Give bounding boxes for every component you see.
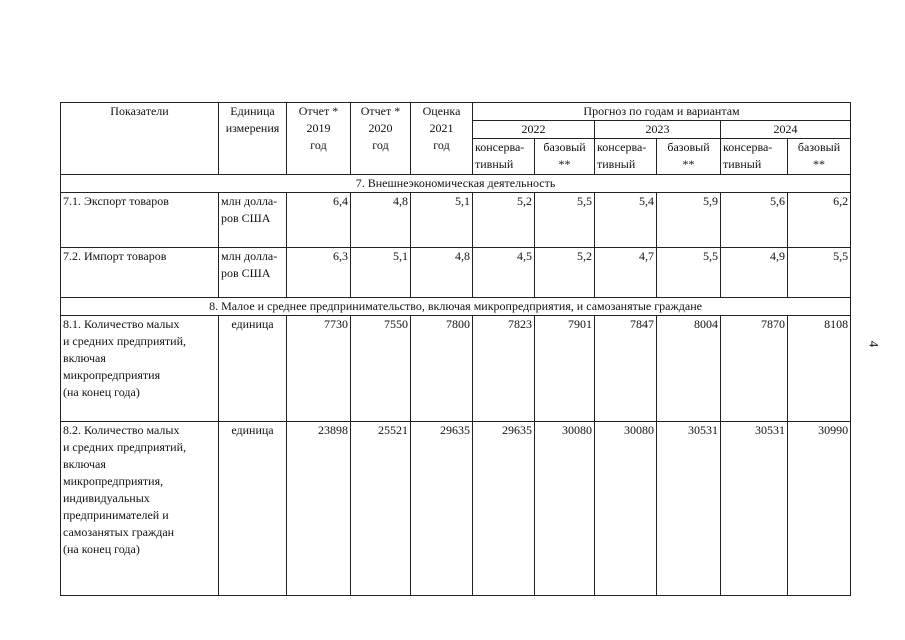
value-cell: 7730 [287, 316, 351, 422]
row-unit: единица [219, 316, 287, 422]
value-cell: 8004 [657, 316, 721, 422]
row-unit: млн долла- ров США [219, 248, 287, 298]
value-cell: 30531 [721, 422, 788, 596]
row-name: 7.2. Импорт товаров [61, 248, 219, 298]
value-cell: 5,1 [411, 193, 473, 248]
header-indicators: Показатели [61, 103, 219, 175]
section-foreign-trade: 7. Внешнеэкономическая деятельность [61, 175, 851, 193]
value-cell: 23898 [287, 422, 351, 596]
table-row [61, 248, 851, 298]
header-year-2023: 2023 [595, 121, 721, 139]
header-forecast: Прогноз по годам и вариантам [473, 103, 851, 121]
header-unit: Единица измерения [219, 103, 287, 175]
value-cell: 6,2 [788, 193, 851, 248]
header-report-2020: Отчет * 2020 год [351, 103, 411, 175]
header-variant-base-2022: базовый ** [535, 139, 595, 175]
value-cell: 8108 [788, 316, 851, 422]
value-cell: 4,5 [473, 248, 535, 298]
value-cell: 5,9 [657, 193, 721, 248]
value-cell: 5,5 [657, 248, 721, 298]
value-cell: 5,2 [535, 248, 595, 298]
value-cell: 25521 [351, 422, 411, 596]
table-row [61, 422, 851, 596]
row-unit: млн долла- ров США [219, 193, 287, 248]
value-cell: 30080 [535, 422, 595, 596]
header-variant-conservative-2023: консерва- тивный [595, 139, 657, 175]
value-cell: 29635 [473, 422, 535, 596]
header-variant-conservative-2022: консерва- тивный [473, 139, 535, 175]
header-report-2019: Отчет * 2019 год [287, 103, 351, 175]
value-cell: 30531 [657, 422, 721, 596]
value-cell: 4,7 [595, 248, 657, 298]
value-cell: 7550 [351, 316, 411, 422]
value-cell: 4,8 [411, 248, 473, 298]
value-cell: 7901 [535, 316, 595, 422]
header-estimate-2021: Оценка 2021 год [411, 103, 473, 175]
value-cell: 7823 [473, 316, 535, 422]
row-unit: единица [219, 422, 287, 596]
value-cell: 7800 [411, 316, 473, 422]
value-cell: 30990 [788, 422, 851, 596]
value-cell: 5,5 [535, 193, 595, 248]
value-cell: 5,4 [595, 193, 657, 248]
table-row [61, 193, 851, 248]
header-variant-conservative-2024: консерва- тивный [721, 139, 788, 175]
value-cell: 4,9 [721, 248, 788, 298]
header-variant-base-2023: базовый ** [657, 139, 721, 175]
value-cell: 5,5 [788, 248, 851, 298]
value-cell: 30080 [595, 422, 657, 596]
forecast-table [60, 102, 851, 596]
value-cell: 29635 [411, 422, 473, 596]
value-cell: 6,4 [287, 193, 351, 248]
value-cell: 4,8 [351, 193, 411, 248]
row-name: 8.2. Количество малых и средних предприятий, включая микропредприятия, индивидуальных предпринимателей и самозанятых граждан (на конец года) [61, 422, 219, 596]
page-number: 4 [866, 340, 882, 348]
row-name: 8.1. Количество малых и средних предприятий, включая микропредприятия (на конец года) [61, 316, 219, 422]
header-variant-base-2024: базовый ** [788, 139, 851, 175]
header-year-2024: 2024 [721, 121, 851, 139]
value-cell: 5,2 [473, 193, 535, 248]
value-cell: 6,3 [287, 248, 351, 298]
table-row [61, 316, 851, 422]
row-name: 7.1. Экспорт товаров [61, 193, 219, 248]
header-year-2022: 2022 [473, 121, 595, 139]
forecast-table-sheet [60, 102, 850, 595]
value-cell: 5,6 [721, 193, 788, 248]
value-cell: 7847 [595, 316, 657, 422]
section-small-business: 8. Малое и среднее предпринимательство, включая микропредприятия, и самозанятые граждане [61, 298, 851, 316]
value-cell: 7870 [721, 316, 788, 422]
value-cell: 5,1 [351, 248, 411, 298]
